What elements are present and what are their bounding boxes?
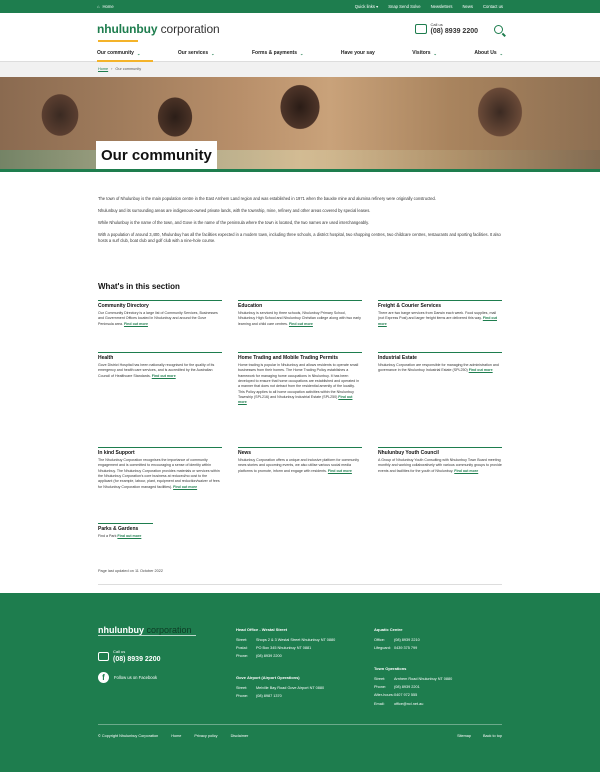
contact-value[interactable]: office@ncl.net.au <box>394 701 424 706</box>
nav-our-services[interactable] <box>178 50 215 57</box>
home-link[interactable] <box>97 4 345 10</box>
site-logo[interactable] <box>97 21 220 38</box>
news-link[interactable]: News <box>462 3 473 9</box>
utility-bar <box>0 0 600 13</box>
call-us-label: Call us <box>113 649 126 654</box>
contact-key: Lifeguard: <box>374 645 391 650</box>
logo-rest: corporation <box>144 625 192 635</box>
card-education <box>238 300 362 327</box>
find-out-more-link[interactable]: Find out more <box>173 484 198 489</box>
card-text: There are two barge services from Darwin each week. Food supplies, mail (not Express Post) and larger freight items are delivered this way. <box>378 310 497 321</box>
card-text: Nhulunbuy Corporation are responsible for managing the administration and governance in the Nhulunbuy Industrial Estate (SPL250) <box>378 362 499 373</box>
card-title[interactable]: In kind Support <box>98 450 135 456</box>
card-title[interactable]: Home Trading and Mobile Trading Permits <box>238 355 339 361</box>
intro-text <box>98 196 502 250</box>
contact-key: Postal: <box>236 645 248 650</box>
chevron-down-icon: ⌄ <box>499 50 503 56</box>
hero-banner <box>0 77 600 172</box>
breadcrumb-home[interactable]: Home <box>98 66 109 71</box>
card-title[interactable]: News <box>238 450 252 456</box>
card-text: Home trading is popular in Nhulunbuy and allows residents to operate small businesses from their homes. The Home Trading Policy establishes a framework for managing home occupations in Nhulunbuy. It has been developed to ensure that home occupations are established and operated in a manner that does not detract from the residential amenity of the locality. This Policy applies to all home occupation activities within the Nhulunbuy Township (SPL216) and Nhulunbuy Industrial Estate (SPL250) <box>238 362 360 400</box>
card-text: Find a Park <box>98 533 117 538</box>
home-link-label: Home <box>102 3 114 9</box>
nav-label: Have your say <box>340 50 375 56</box>
privacy-policy-link[interactable]: Privacy policy <box>194 734 218 738</box>
chevron-down-icon: ⌄ <box>433 50 437 56</box>
logo-bold: nhulunbuy <box>98 625 144 635</box>
contact-key: Street: <box>236 637 248 642</box>
call-us-number: (08) 8939 2200 <box>430 28 478 36</box>
section-heading: What's in this section <box>98 282 180 291</box>
find-out-more-link[interactable]: Find out more <box>378 316 497 326</box>
card-text: Our Community Directory is a large list of Community Services, Businesses and Government Offices located in Nhulunbuy and around the Gove Peninsula area. <box>98 310 218 326</box>
contact-value: Arnhem Road Nhulunbuy NT 0880 <box>394 676 453 681</box>
find-out-more-link[interactable]: Find out more <box>238 395 353 405</box>
contact-key: Street: <box>374 676 386 681</box>
search-icon[interactable] <box>494 25 503 34</box>
card-youth-council <box>378 447 502 474</box>
nav-label: Our community <box>97 50 134 56</box>
nav-our-community[interactable] <box>97 50 140 57</box>
find-out-more-link[interactable]: Find out more <box>123 321 148 326</box>
nav-label: Our services <box>177 50 209 56</box>
card-health <box>98 352 222 379</box>
contact-heading: Aquatic Centre <box>374 627 403 632</box>
contact-value[interactable]: 0407 972 555 <box>394 693 418 698</box>
contact-value: Shops 2 & 3 Westal Street Nhulunbuy NT 0880 <box>256 637 336 642</box>
intro-paragraph: While Nhulunbuy is the name of the town, and Gove is the name of the peninsula where the town is located, the two names are used interchangeably. <box>98 219 369 225</box>
chevron-down-icon: ⌄ <box>211 50 215 56</box>
call-us[interactable] <box>415 22 478 37</box>
home-icon: ⌂ <box>97 3 100 9</box>
copyright: © Copyright Nhulunbuy Corporation <box>98 734 159 738</box>
find-out-more-link[interactable]: Find out more <box>468 368 493 373</box>
aquatic-centre-contact <box>374 627 502 654</box>
logo-underline <box>98 40 138 42</box>
breadcrumb-current: Our community <box>115 66 142 71</box>
find-out-more-link[interactable]: Find out more <box>151 373 176 378</box>
nav-label: About Us <box>474 50 497 56</box>
find-out-more-link[interactable]: Find out more <box>117 533 142 538</box>
nav-forms-payments[interactable] <box>252 50 303 57</box>
find-out-more-link[interactable]: Find out more <box>327 468 352 473</box>
contact-value[interactable]: 0439 375 799 <box>394 645 418 650</box>
site-header <box>0 13 600 46</box>
logo-bold: nhulunbuy <box>97 22 158 37</box>
contact-key: After-hours: <box>374 693 394 698</box>
contact-us-link[interactable]: Contact us <box>482 3 503 9</box>
utility-links <box>345 4 503 10</box>
card-title[interactable]: Freight & Courier Services <box>378 303 442 309</box>
contact-heading: Gove Airport (Airport Operations) <box>236 675 300 680</box>
phone-icon <box>415 24 427 34</box>
contact-key: Phone: <box>236 654 249 659</box>
nav-active-indicator <box>97 60 153 62</box>
call-us-number: (08) 8939 2200 <box>113 655 161 663</box>
contact-heading: Head Office - Westal Street <box>236 627 288 632</box>
chevron-down-icon: ⌄ <box>300 50 304 56</box>
contact-key: Email: <box>374 701 385 706</box>
nav-have-your-say[interactable] <box>341 50 375 57</box>
breadcrumb <box>0 62 600 77</box>
contact-value: PO Box 345 Nhulunbuy NT 0881 <box>256 645 312 650</box>
card-text: Nhulunbuy is serviced by three schools, Nhulunbuy Primary School, Nhulunbuy High School and Nhulunbuy Christian college along with two early learning and child care centres. <box>238 310 361 326</box>
contact-key: Phone: <box>374 684 387 689</box>
find-out-more-link[interactable]: Find out more <box>454 468 479 473</box>
contact-key: Street: <box>236 685 248 690</box>
phone-icon <box>98 652 109 661</box>
facebook-label: Follow us on Facebook <box>114 674 158 680</box>
card-parks-gardens <box>98 523 153 539</box>
logo-rest: corporation <box>157 22 220 37</box>
sitemap-link[interactable]: Sitemap <box>457 734 471 738</box>
card-industrial-estate <box>378 352 502 374</box>
nav-label: Visitors <box>412 50 431 56</box>
page-updated-date: Page last updated on 11 October 2022 <box>98 569 163 573</box>
contact-value: Melville Bay Road Gove Airport NT 0880 <box>256 685 325 690</box>
card-title[interactable]: Community Directory <box>98 303 149 309</box>
contact-value[interactable]: (08) 8987 1370 <box>256 693 282 698</box>
nav-label: Forms & payments <box>251 50 297 56</box>
town-operations-contact <box>374 666 502 710</box>
contact-value[interactable]: (08) 8939 2210 <box>394 637 420 642</box>
breadcrumb-separator: › <box>111 66 113 71</box>
card-text: Nhulunbuy Corporation offers a unique and inclusive platform for community news stories and upcoming events, we also utilise various social media platforms to promote, inform and engage with residents. <box>238 457 359 473</box>
find-out-more-link[interactable]: Find out more <box>288 321 313 326</box>
card-text: A Group of Nhulunbuy Youth Consulting with Nhulunbuy Town Board meeting monthly and working collaboratively with various community groups to provide events and facilities for the youth of Nhulunbuy. <box>378 457 502 473</box>
facebook-icon: f <box>98 672 109 683</box>
card-in-kind-support <box>98 447 222 490</box>
footer-call-us[interactable] <box>98 649 160 664</box>
newsletters-link[interactable]: Newsletters <box>430 3 453 9</box>
site-footer <box>0 593 600 772</box>
card-text: The Nhulunbuy Corporation recognises the importance of community engagement and is committed to encouraging a sense of identity within Nhulunbuy. The Nhulunbuy Corporation provides materials or services within the Nhulunbuy Corporation's core business at reduced/no cost to the applicant (for example, labour, plant, equipment and reduction/waiver of fees for Nhulunbuy Corporation managed facilities). <box>98 457 220 489</box>
chevron-down-icon: ⌄ <box>136 50 141 56</box>
intro-paragraph: The town of Nhulunbuy is the main population centre in the East Arnhem Land region and was established in 1971 when the bauxite mine and alumina refinery were originally constructed. <box>98 196 436 201</box>
card-freight-courier <box>378 300 502 327</box>
main-nav <box>0 46 600 62</box>
card-title[interactable]: Nhulunbuy Youth Council <box>378 450 439 456</box>
page-title: Our community <box>96 141 217 172</box>
card-title[interactable]: Health <box>98 355 114 361</box>
footer-divider <box>98 724 502 725</box>
quick-links-menu[interactable]: Quick links ▾ <box>354 3 379 9</box>
head-office-contact <box>236 627 366 663</box>
contact-key: Phone: <box>236 693 249 698</box>
card-text: Gove District Hospital has been nationally recognised for the quality of its emergency and health care services, and is accredited by the Australian Council of Healthcare Standards. <box>98 362 215 378</box>
hero-underline <box>0 169 600 172</box>
contact-heading: Town Operations <box>374 666 407 671</box>
card-news <box>238 447 362 474</box>
snap-send-solve-link[interactable]: Snap Send Solve <box>388 3 421 9</box>
back-to-top-link[interactable]: Back to top <box>483 734 502 738</box>
nav-visitors[interactable] <box>412 50 437 57</box>
disclaimer-link[interactable]: Disclaimer <box>230 734 249 738</box>
divider <box>98 584 502 585</box>
footer-bottom-bar <box>98 734 502 739</box>
call-us-label: Call us <box>430 21 443 27</box>
airport-contact <box>236 675 366 702</box>
intro-paragraph: With a population of around 3,400, Nhulunbuy has all the facilities expected in a modern town, including three schools, a district hospital, two shopping centres, two childcare centres, restaurants and sporting facilities. It also hosts a surf club, boat club and golf club with a nine-hole course. <box>98 231 501 243</box>
card-title[interactable]: Industrial Estate <box>378 355 417 361</box>
nav-about-us[interactable] <box>474 50 503 57</box>
card-home-trading <box>238 352 362 406</box>
facebook-link[interactable] <box>98 672 157 683</box>
footer-home-link[interactable]: Home <box>171 734 182 738</box>
card-community-directory <box>98 300 222 327</box>
contact-value[interactable]: (08) 8939 2200 <box>256 654 282 659</box>
intro-paragraph: Nhulunbuy and its surrounding areas are indigenous-owned private lands, with the township, mine, refinery and other areas covered by special leases. <box>98 207 371 213</box>
card-title[interactable]: Education <box>238 303 263 309</box>
contact-value[interactable]: (08) 8939 2201 <box>394 684 420 689</box>
footer-logo-underline <box>98 635 196 636</box>
contact-key: Office: <box>374 637 385 642</box>
card-title[interactable]: Parks & Gardens <box>98 526 139 532</box>
